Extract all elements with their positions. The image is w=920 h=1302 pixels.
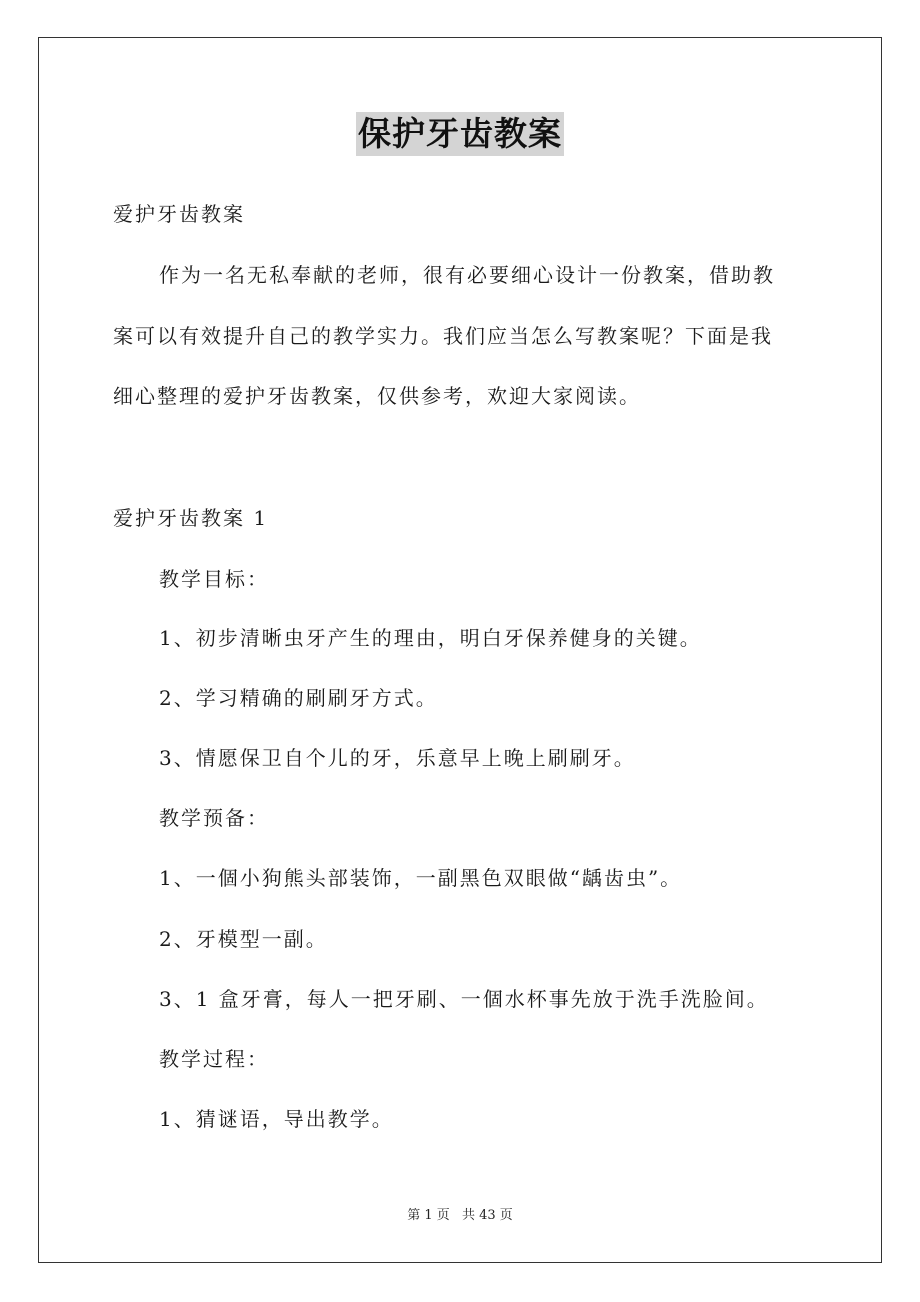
page-total: 共 43 页 xyxy=(461,1208,513,1223)
goal-item: 2、学习精确的刷刷牙方式。 xyxy=(159,686,438,710)
page-footer xyxy=(0,1207,920,1225)
process-item: 1、猜谜语，导出教学。 xyxy=(159,1107,394,1131)
goal-item: 1、初步清晰虫牙产生的理由，明白牙保养健身的关键。 xyxy=(159,626,702,650)
prep-heading: 教学预备： xyxy=(159,806,269,830)
intro-line-3: 细心整理的爱护牙齿教案，仅供参考，欢迎大家阅读。 xyxy=(113,384,641,408)
document-subtitle: 爱护牙齿教案 xyxy=(113,202,245,226)
goal-item: 3、情愿保卫自个儿的牙，乐意早上晚上刷刷牙。 xyxy=(159,746,636,770)
process-heading: 教学过程： xyxy=(159,1047,269,1071)
document-title: 保护牙齿教案 xyxy=(356,112,564,156)
intro-line-1: 作为一名无私奉献的老师，很有必要细心设计一份教案，借助教 xyxy=(159,263,775,287)
prep-item: 1、一個小狗熊头部装饰，一副黑色双眼做“龋齿虫”。 xyxy=(159,866,683,890)
goals-heading: 教学目标： xyxy=(159,567,269,591)
intro-line-2: 案可以有效提升自己的教学实力。我们应当怎么写教案呢？下面是我 xyxy=(113,324,773,348)
prep-item: 3、1 盒牙膏，每人一把牙刷、一個水杯事先放于洗手洗脸间。 xyxy=(159,987,769,1011)
title-container xyxy=(0,112,920,156)
prep-item: 2、牙模型一副。 xyxy=(159,927,328,951)
section-heading: 爱护牙齿教案 1 xyxy=(113,506,269,530)
page-number: 第 1 页 xyxy=(407,1208,450,1223)
